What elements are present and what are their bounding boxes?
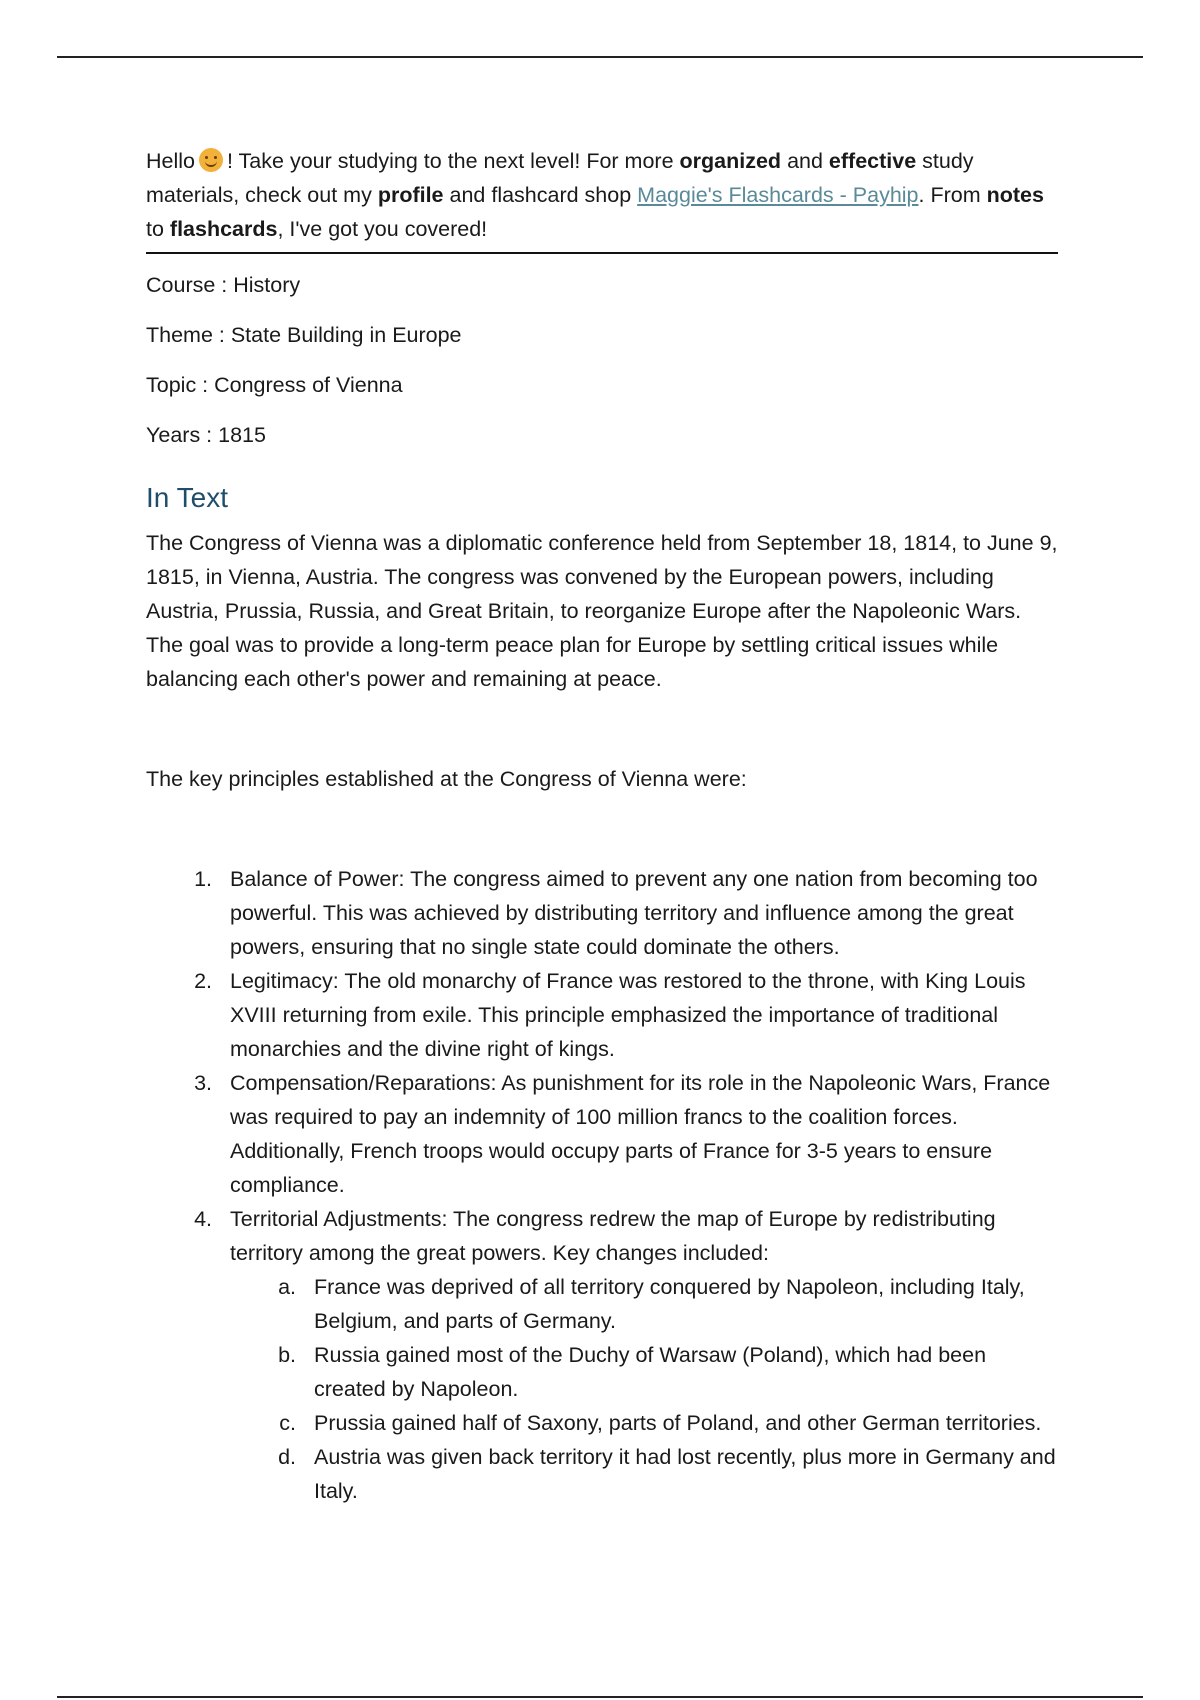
principle-territorial-adjustments: Territorial Adjustments: The congress redrew the map of Europe by redistributing territory among the great powers. Key changes included: [230, 1207, 996, 1265]
overview-paragraph: The Congress of Vienna was a diplomatic conference held from September 18, 1814, to June 9, 1815, in Vienna, Austria. The congress was convened by the European powers, including Austria, Prussia, Russia, and Great Britain, to reorganize Europe after the Napoleonic Wars. The goal was to provide a long-term peace plan for Europe by settling critical issues while balancing each other's power and remaining at peace. [146, 531, 1058, 691]
course-line: Course : History [146, 273, 301, 297]
principle-legitimacy: Legitimacy: The old monarchy of France was restored to the throne, with King Louis XVIII returning from exile. This principle emphasized the importance of traditional monarchies and the divine right of kings. [230, 969, 1026, 1061]
list-item: a. France was deprived of all territory conquered by Napoleon, including Italy, Belgium, and parts of Germany. [302, 1270, 1058, 1338]
course-meta [146, 272, 1058, 462]
principle-compensation: Compensation/Reparations: As punishment for its role in the Napoleonic Wars, France was required to pay an indemnity of 100 million francs to the coalition forces. Additionally, French troops would occupy parts of France for 3-5 years to ensure compliance. [230, 1071, 1051, 1197]
list-item: c. Prussia gained half of Saxony, parts of Poland, and other German territories. [302, 1406, 1058, 1440]
list-item [218, 862, 1058, 964]
intro-text: . From [918, 183, 981, 207]
theme-line: Theme : State Building in Europe [146, 323, 462, 347]
topic-line: Topic : Congress of Vienna [146, 373, 403, 397]
smiling-face-icon [199, 148, 223, 172]
intro-hello: Hello [146, 149, 195, 173]
section-heading: In Text [146, 482, 228, 513]
intro-text: to [146, 217, 164, 241]
intro-bold-organized: organized [679, 149, 782, 173]
intro-text: , I've got you covered! [277, 217, 488, 241]
years-line: Years : 1815 [146, 423, 266, 447]
intro-text: and flashcard shop [449, 183, 632, 207]
list-item: b. Russia gained most of the Duchy of Warsaw (Poland), which had been created by Napoleon. [302, 1338, 1058, 1406]
intro-text: and [787, 149, 823, 173]
intro-text: study materials, check out my [146, 149, 974, 207]
intro-bold-effective: effective [828, 149, 917, 173]
intro-bold-flashcards: flashcards [169, 217, 278, 241]
list-item: d. Austria was given back territory it had lost recently, plus more in Germany and Italy. [302, 1440, 1058, 1508]
principle-balance-of-power: Balance of Power: The congress aimed to prevent any one nation from becoming too powerful. This was achieved by distributing territory and influence among the great powers, ensuring that no single state could dominate the others. [230, 867, 1038, 959]
spacer [146, 696, 1058, 762]
principles-intro: The key principles established at the Congress of Vienna were: [146, 767, 747, 791]
intro-bold-profile: profile [377, 183, 444, 207]
list-item [218, 1066, 1058, 1202]
flashcard-shop-link[interactable]: Maggie's Flashcards - Payhip [637, 183, 919, 207]
list-item [218, 1202, 1058, 1508]
top-rule [57, 56, 1143, 58]
intro-paragraph [146, 144, 1058, 254]
document-body [146, 144, 1058, 1508]
intro-bold-notes: notes [986, 183, 1044, 207]
intro-text: ! Take your studying to the next level! For more [227, 149, 674, 173]
principles-list [146, 862, 1058, 1508]
spacer [146, 796, 1058, 862]
territorial-changes-list [230, 1270, 1058, 1508]
bottom-rule [57, 1696, 1143, 1698]
list-item [218, 964, 1058, 1066]
